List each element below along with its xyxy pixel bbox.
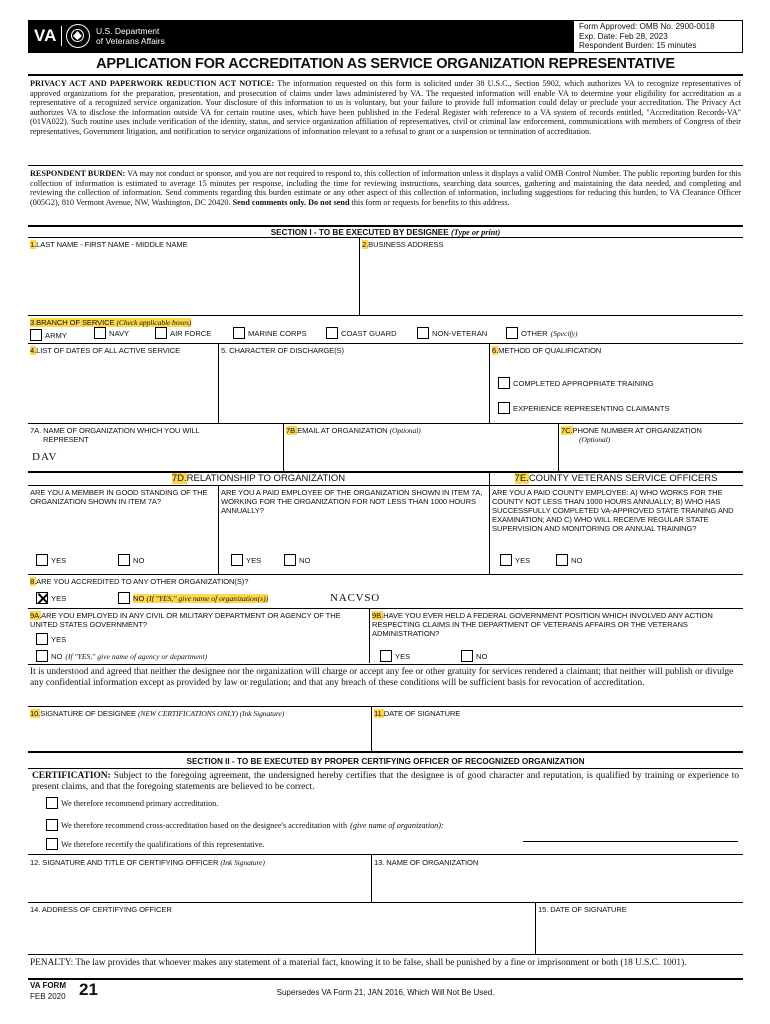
burden-bold-1: Send comments only. [232, 197, 307, 207]
name-input[interactable] [28, 250, 358, 314]
privacy-heading: PRIVACY ACT AND PAPERWORK REDUCTION ACT NOTICE: [30, 79, 275, 88]
army-checkbox[interactable] [30, 329, 42, 341]
field-7c-label: 7C.PHONE NUMBER AT ORGANIZATION (Optional) [561, 426, 702, 444]
footer-form-number: 21 [79, 980, 98, 999]
8-no[interactable]: NO (If "YES," give name of organization(s)) [118, 592, 268, 604]
dept-line-2: of Veterans Affairs [96, 36, 165, 46]
org-name-input[interactable] [373, 868, 741, 901]
7d-member-no-checkbox[interactable] [118, 554, 130, 566]
7d-employee-yes-checkbox[interactable] [231, 554, 243, 566]
va-logo: VA [34, 26, 57, 45]
header-bar [28, 20, 573, 53]
respondent-burden-notice [28, 165, 743, 207]
exp-date: Exp. Date: Feb 28, 2023 [579, 31, 668, 41]
7d-member-yes[interactable]: YES [36, 554, 66, 566]
officer-signature-input[interactable] [28, 868, 368, 901]
omb-box [573, 20, 743, 53]
7e-no-checkbox[interactable] [556, 554, 568, 566]
7e-yes[interactable]: YES [500, 554, 530, 566]
field-12-label: 12. SIGNATURE AND TITLE OF CERTIFYING OFFICER (Ink Signature) [30, 858, 265, 867]
field-9b-label: 9B.HAVE YOU EVER HELD A FEDERAL GOVERNMENT POSITION WHICH INVOLVED ANY ACTION RESPECTING CLAIMS IN THE DEPARTMENT OF VETERANS AFFAIRS OR THE VETERANS ADMINISTRATION? [372, 611, 713, 638]
designee-signature-input[interactable] [28, 720, 368, 750]
penalty-text: PENALTY: The law provides that whoever makes any statement of a material fact, knowing it to be false, shall be punished by a fine or imprisonment or both (18 U.S.C. 1001). [28, 954, 743, 968]
field-6-label: 6.METHOD OF QUALIFICATION [492, 346, 602, 355]
7e-yes-checkbox[interactable] [500, 554, 512, 566]
7e-no[interactable]: NO [556, 554, 582, 566]
branch-non-veteran[interactable]: NON-VETERAN [417, 327, 487, 339]
logo-divider [61, 26, 62, 46]
9a-yes[interactable]: YES [36, 633, 66, 645]
omb-number: Form Approved: OMB No. 2900-0018 [579, 22, 715, 31]
7d-member-yes-checkbox[interactable] [36, 554, 48, 566]
branch-navy[interactable]: NAVY [94, 327, 129, 339]
air-force-checkbox[interactable] [155, 327, 167, 339]
va-form-21 [28, 20, 743, 1010]
field-9a-label: 9A.ARE YOU EMPLOYED IN ANY CIVIL OR MILITARY DEPARTMENT OR AGENCY OF THE UNITED STATES GOVERNMENT? [30, 611, 341, 629]
officer-date-input[interactable] [537, 916, 742, 953]
marine-corps-checkbox[interactable] [233, 327, 245, 339]
9b-yes[interactable]: YES [380, 650, 410, 662]
field-8-label: 8.ARE YOU ACCREDITED TO ANY OTHER ORGANIZATION(S)? [30, 577, 249, 586]
business-address-input[interactable] [360, 250, 743, 314]
branch-coast-guard[interactable]: COAST GUARD [326, 327, 397, 339]
burden-heading: RESPONDENT BURDEN: [30, 169, 126, 178]
cert-recertify[interactable]: We therefore recertify the qualifications of this representative. [46, 838, 264, 850]
cert-cross-checkbox[interactable] [46, 819, 58, 831]
cert-primary[interactable]: We therefore recommend primary accreditation. [46, 797, 218, 809]
question-7d-employee: ARE YOU A PAID EMPLOYEE OF THE ORGANIZATION SHOWN IN ITEM 7A, WORKING FOR THE ORGANIZATION FOR NOT LESS THAN 1000 HOURS ANNUALLY? [221, 488, 483, 515]
section-1-title-hint: (Type or print) [451, 228, 501, 237]
7d-employee-no-checkbox[interactable] [284, 554, 296, 566]
burden-tail: this form or requests for benefits to this address. [351, 197, 510, 207]
7d-employee-no[interactable]: NO [284, 554, 310, 566]
navy-checkbox[interactable] [94, 327, 106, 339]
privacy-notice [28, 74, 743, 137]
9a-yes-checkbox[interactable] [36, 633, 48, 645]
8-yes[interactable]: YES [36, 592, 66, 604]
non-veteran-checkbox[interactable] [417, 327, 429, 339]
question-7d-member: ARE YOU A MEMBER IN GOOD STANDING OF THE ORGANIZATION SHOWN IN ITEM 7A? [30, 488, 208, 506]
other-checkbox[interactable] [506, 327, 518, 339]
qual-experience[interactable]: EXPERIENCE REPRESENTING CLAIMANTS [498, 402, 670, 414]
respondent-burden: Respondent Burden: 15 minutes [579, 41, 697, 50]
coast-guard-checkbox[interactable] [326, 327, 338, 339]
cross-org-input[interactable] [523, 832, 738, 842]
9b-yes-checkbox[interactable] [380, 650, 392, 662]
training-checkbox[interactable] [498, 377, 510, 389]
footer-supersedes: Supersedes VA Form 21, JAN 2016, Which Will Not Be Used. [276, 988, 495, 997]
burden-bold-2: Do not send [308, 197, 350, 207]
field-7e-header: 7E.COUNTY VETERANS SERVICE OFFICERS [514, 473, 718, 484]
cert-recertify-checkbox[interactable] [46, 838, 58, 850]
certification-text: CERTIFICATION: Subject to the foregoing agreement, the undersigned hereby certifies that the designee is of good character and reputation, is qualified by training or experience to present claims, and that the foregoing statements are believed to be correct. [28, 768, 743, 794]
field-7a-label: 7A. NAME OF ORGANIZATION WHICH YOU WILL REPRESENT [30, 426, 200, 444]
9b-no[interactable]: NO [461, 650, 487, 662]
section-2-header: SECTION II - TO BE EXECUTED BY PROPER CERTIFYING OFFICER OF RECOGNIZED ORGANIZATION [28, 751, 743, 771]
branch-other[interactable]: OTHER (Specify) [506, 327, 578, 339]
9b-no-checkbox[interactable] [461, 650, 473, 662]
7d-employee-yes[interactable]: YES [231, 554, 261, 566]
field-5-label: 5. CHARACTER OF DISCHARGE(S) [221, 346, 344, 355]
field-3-label: 3.BRANCH OF SERVICE (Check applicable boxes) [30, 318, 192, 327]
burden-text: VA may not conduct or sponsor, and you are not required to respond to, this collection of information unless it displays a valid OMB Control Number. The public reporting burden for this collection of information is estimated to average 15 minutes per response, including the time for reviewing instructions, searching data sources, gathering and maintaining the data needed, and completing and reviewing the collection of information. Send comments regarding this burden estimate or any other aspect of this collection of information, including suggestions for reducing this burden, to VA Clearance Officer (005G2), 810 Vermont Avenue, NW, Washington, DC 20420. [30, 169, 742, 207]
va-seal-icon [66, 24, 90, 48]
officer-address-input[interactable] [28, 916, 533, 953]
field-15-label: 15. DATE OF SIGNATURE [538, 905, 627, 914]
organization-value[interactable]: DAV [32, 451, 58, 463]
field-2-label: 2.BUSINESS ADDRESS [362, 240, 444, 249]
field-11-label: 11.DATE OF SIGNATURE [374, 709, 461, 718]
section-1-header [28, 225, 743, 237]
branch-marine-corps[interactable]: MARINE CORPS [233, 327, 307, 339]
footer-va-form: VA FORM [30, 981, 66, 990]
dept-line-1: U.S. Department [96, 26, 160, 36]
9a-no-checkbox[interactable] [36, 650, 48, 662]
cert-primary-checkbox[interactable] [46, 797, 58, 809]
footer-date: FEB 2020 [30, 992, 66, 1001]
7d-member-no[interactable]: NO [118, 554, 144, 566]
qual-training[interactable]: COMPLETED APPROPRIATE TRAINING [498, 377, 654, 389]
8-no-checkbox[interactable] [118, 592, 130, 604]
designee-date-input[interactable] [373, 720, 741, 750]
field-10-label: 10.SIGNATURE OF DESIGNEE (NEW CERTIFICATIONS ONLY) (Ink Signature) [30, 709, 285, 718]
field-1-label: 1.LAST NAME - FIRST NAME - MIDDLE NAME [30, 240, 188, 249]
9a-no[interactable]: NO (If "YES," give name of agency or department) [36, 650, 207, 662]
experience-checkbox[interactable] [498, 402, 510, 414]
other-organization-value[interactable]: NACVSO [330, 592, 381, 604]
branch-air-force[interactable]: AIR FORCE [155, 327, 211, 339]
branch-army[interactable]: ARMY [30, 329, 67, 341]
privacy-text: The information requested on this form is solicited under 38 U.S.C., Section 5902, which authorizes VA to recognize representatives of approved organizations for the preparation, presentation, and prosecution of claims under laws administered by VA. The requested information will enable VA to determine your eligibility for accreditation as a representative of a recognized service organization. Your disclosure of this information to us is voluntary, but your failure to provide full information could delay or preclude your accreditation. The Privacy Act authorizes VA to disclose the information outside VA for certain routine uses, which have been published in the Federal Register with reference to a VA system of records entitled, "Accreditation Records-VA" (01VA022). Such routine uses include verification of the identity, status, and service organization affiliation of representatives, civil or criminal law enforcement, communications with members of Congress of their representatives, Government litigation, and notification to service organizations of information relevant to a refusal to grant or a suspension or termination of accreditation. [30, 79, 741, 136]
field-14-label: 14. ADDRESS OF CERTIFYING OFFICER [30, 905, 172, 914]
8-yes-checkbox-checked[interactable] [36, 592, 48, 604]
section-1-title: SECTION I - TO BE EXECUTED BY DESIGNEE [270, 228, 449, 237]
cert-cross[interactable]: We therefore recommend cross-accreditation based on the designee's accreditation with (give name of organization): [46, 819, 444, 831]
field-7d-header: 7D.RELATIONSHIP TO ORGANIZATION [171, 473, 346, 484]
field-7b-label: 7B.EMAIL AT ORGANIZATION (Optional) [286, 426, 421, 435]
field-4-label: 4.LIST OF DATES OF ALL ACTIVE SERVICE [30, 346, 181, 355]
field-13-label: 13. NAME OF ORGANIZATION [374, 858, 479, 867]
question-7e-county: ARE YOU A PAID COUNTY EMPLOYEE: A) WHO WORKS FOR THE COUNTY NOT LESS THAN 1000 HOURS ANNUALLY; B) WHO HAS SUCCESSFULLY COMPLETED VA-APPROVED STATE TRAINING AND EXAMINATION; AND C) WHO WILL RECEIVE REGULAR STATE SUPERVISION AND MONITORING OR ANNUAL TRAINING? [492, 488, 734, 533]
form-title: APPLICATION FOR ACCREDITATION AS SERVICE ORGANIZATION REPRESENTATIVE [96, 56, 675, 72]
agreement-text: It is understood and agreed that neither the designee nor the organization will charge or accept any fee or other gratuity for services rendered a claimant; that neither will publish or divulge any confidential information except as provided by law or regulation; and that any breach of these conditions will be sufficient basis for revocation of accreditation. [28, 664, 743, 690]
